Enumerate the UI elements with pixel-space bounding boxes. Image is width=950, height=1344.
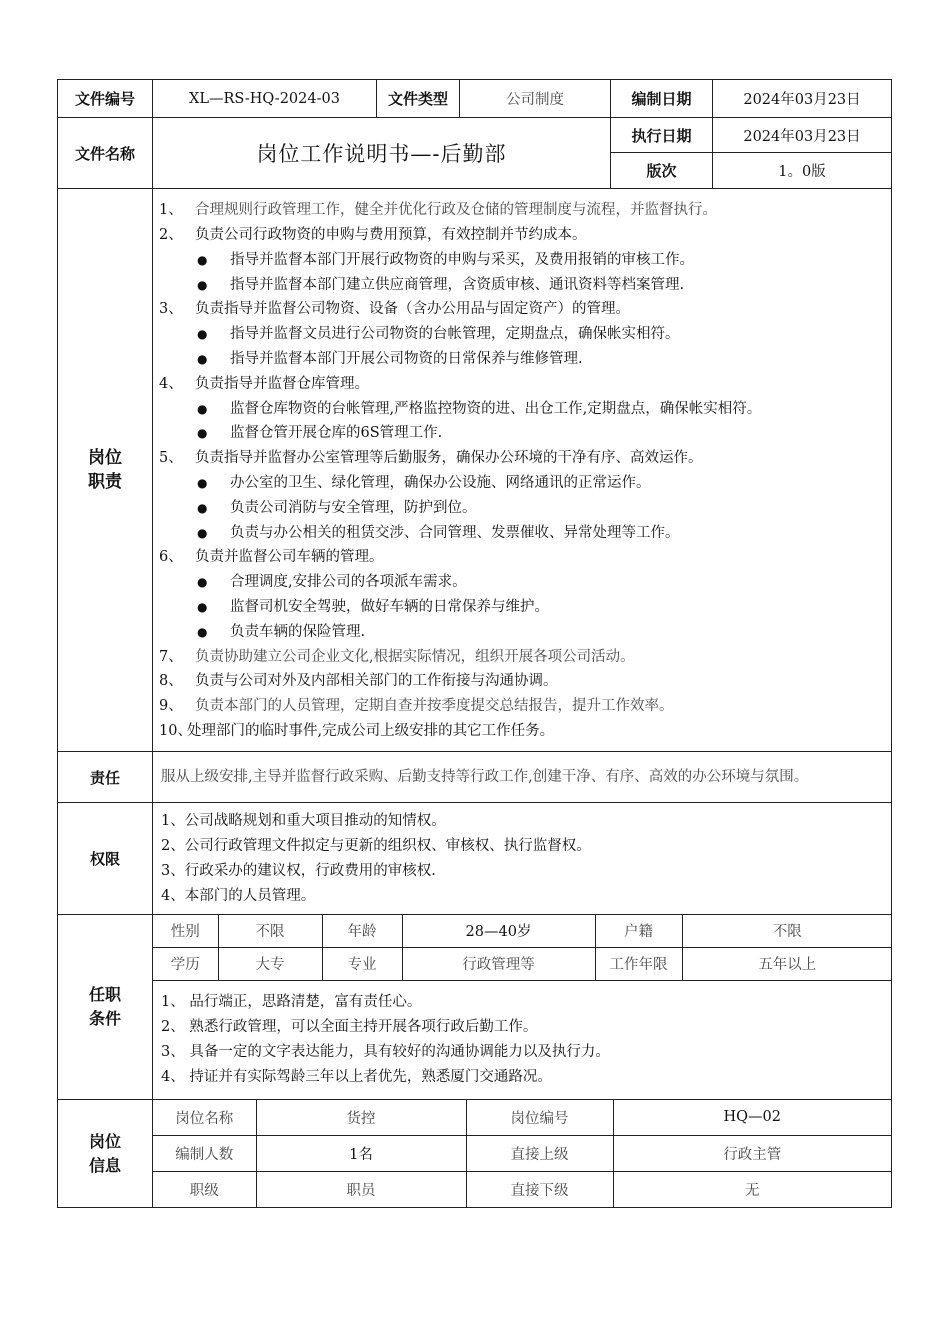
qualification-requirements <box>153 981 891 1094</box>
work-years-label: 工作年限 <box>595 947 682 980</box>
position-info-label-line-1: 岗位 <box>88 1131 121 1151</box>
authority-list <box>153 803 892 915</box>
bullet-icon: ● <box>197 525 208 540</box>
duty-sub-item <box>159 496 883 521</box>
bullet-icon: ● <box>197 575 208 590</box>
qualifications-label-line-1: 任职 <box>88 985 121 1004</box>
position-code: HQ—02 <box>613 1100 891 1135</box>
position-info-grid <box>153 1100 891 1207</box>
hukou: 不限 <box>682 915 892 947</box>
duty-number: 9、 <box>159 698 183 715</box>
duty-text: 监督仓管开展仓库的6S管理工作. <box>230 425 443 442</box>
duties-list <box>153 189 892 752</box>
bullet-icon: ● <box>197 476 208 490</box>
duty-text: 合理规则行政管理工作，健全并优化行政及仓储的管理制度与流程，并监督执行。 <box>195 202 717 219</box>
bullet-icon: ● <box>197 252 208 267</box>
position-name: 货控 <box>256 1100 466 1135</box>
duty-text: 指导并监督本部门开展公司物资的日常保养与维修管理. <box>230 351 583 368</box>
requirement-line: 4、 持证并有实际驾龄三年以上者优先，熟悉厦门交通路况。 <box>161 1068 552 1085</box>
bullet-icon: ● <box>197 352 208 367</box>
bullet-icon: ● <box>197 624 208 639</box>
duties-label-line-2: 职责 <box>88 472 122 492</box>
duty-sub-item <box>159 521 883 546</box>
requirement-line: 1、 品行端正，思路清楚，富有责任心。 <box>161 993 422 1010</box>
authority-line: 3、行政采办的建议权，行政费用的审核权. <box>161 862 436 879</box>
work-years: 五年以上 <box>682 947 892 980</box>
age-label: 年龄 <box>322 915 402 947</box>
duty-sub-item <box>159 248 883 273</box>
requirement-line: 3、 具备一定的文字表达能力，具有较好的沟通协调能力以及执行力。 <box>161 1043 610 1060</box>
duty-text: 负责公司消防与安全管理，防护到位。 <box>230 499 477 516</box>
duty-text: 负责指导并监督公司物资、设备（含办公用品与固定资产）的管理。 <box>195 301 630 318</box>
duty-text: 负责指导并监督仓库管理。 <box>195 375 369 392</box>
position-code-label: 岗位编号 <box>466 1100 613 1135</box>
duty-text: 合理调度,安排公司的各项派车需求。 <box>230 574 467 591</box>
duty-text: 指导并监督文员进行公司物资的台帐管理，定期盘点，确保帐实相符。 <box>230 326 680 343</box>
duty-number: 3、 <box>159 301 183 318</box>
doc-type-label: 文件类型 <box>377 80 460 118</box>
duty-sub-item <box>159 273 883 298</box>
authority-label: 权限 <box>58 803 153 915</box>
duty-text: 负责本部门的人员管理，定期自查并按季度提交总结报告，提升工作效率。 <box>195 698 674 715</box>
duties-label <box>58 189 153 752</box>
duty-item <box>159 223 883 248</box>
bullet-icon: ● <box>197 327 208 342</box>
position-name-label: 岗位名称 <box>153 1100 256 1135</box>
job-description-document <box>57 79 891 1208</box>
duty-number: 6、 <box>159 549 183 566</box>
bullet-icon: ● <box>197 401 208 416</box>
superior: 行政主管 <box>613 1135 891 1171</box>
duty-text: 办公室的卫生、绿化管理，确保办公设施、网络通讯的正常运作。 <box>230 475 651 491</box>
document-table <box>57 79 892 1208</box>
qualifications-block <box>153 915 892 1100</box>
duty-text: 监督仓库物资的台帐管理,严格监控物资的进、出仓工作,定期盘点，确保帐实相符。 <box>230 400 762 417</box>
gender-label: 性别 <box>153 915 218 947</box>
doc-type: 公司制度 <box>460 80 611 118</box>
duty-sub-item <box>159 421 883 446</box>
gender: 不限 <box>218 915 322 947</box>
duty-number: 10、 <box>159 722 192 739</box>
major: 行政管理等 <box>402 947 595 980</box>
duty-item <box>159 669 883 694</box>
duty-text: 指导并监督本部门开展行政物资的申购与采买，及费用报销的审核工作。 <box>230 251 694 268</box>
authority-line: 4、本部门的人员管理。 <box>161 887 316 904</box>
authority-line: 2、公司行政管理文件拟定与更新的组织权、审核权、执行监督权。 <box>161 837 591 854</box>
duty-text: 负责并监督公司车辆的管理。 <box>195 549 384 566</box>
doc-name: 岗位工作说明书—-后勤部 <box>153 118 611 189</box>
duty-sub-item <box>159 620 883 645</box>
education: 大专 <box>218 947 322 980</box>
age: 28—40岁 <box>402 915 595 947</box>
duty-text: 监督司机安全驾驶，做好车辆的日常保养与维护。 <box>230 598 549 615</box>
duty-item <box>159 694 883 719</box>
doc-no-label: 文件编号 <box>58 80 153 118</box>
bullet-icon: ● <box>197 426 208 441</box>
version-label: 版次 <box>611 153 713 189</box>
duty-item <box>159 545 883 570</box>
bullet-icon: ● <box>197 500 208 515</box>
duty-item <box>159 198 883 223</box>
duty-number: 7、 <box>159 648 183 665</box>
hukou-label: 户籍 <box>595 915 682 947</box>
duty-text: 负责指导并监督办公室管理等后勤服务，确保办公环境的干净有序、高效运作。 <box>195 450 703 467</box>
responsibility-text: 服从上级安排,主导并监督行政采购、后勤支持等行政工作,创建干净、有序、高效的办公环境与氛围。 <box>153 752 892 803</box>
duty-text: 负责与办公相关的租赁交涉、合同管理、发票催收、异常处理等工作。 <box>230 524 680 541</box>
education-label: 学历 <box>153 947 218 980</box>
rank-label: 职级 <box>153 1171 256 1207</box>
duty-item <box>159 645 883 670</box>
requirement-line: 2、 熟悉行政管理，可以全面主持开展各项行政后勤工作。 <box>161 1018 538 1035</box>
superior-label: 直接上级 <box>466 1135 613 1171</box>
duty-sub-item <box>159 322 883 347</box>
duty-number: 1、 <box>159 202 183 219</box>
duty-number: 8、 <box>159 673 183 690</box>
qualifications-label <box>58 915 153 1100</box>
bullet-icon: ● <box>197 277 208 292</box>
duties-lines <box>159 198 883 744</box>
duty-number: 2、 <box>159 227 183 244</box>
duty-number: 5、 <box>159 450 183 467</box>
major-label: 专业 <box>322 947 402 980</box>
version: 1。0版 <box>713 153 892 189</box>
exec-date: 2024年03月23日 <box>713 118 892 153</box>
duty-sub-item <box>159 570 883 595</box>
duty-sub-item <box>159 397 883 422</box>
duty-item <box>159 446 883 471</box>
doc-no: XL—RS-HQ-2024-03 <box>153 80 377 118</box>
duty-item <box>159 372 883 397</box>
position-info-block <box>153 1100 892 1208</box>
duties-label-line-1: 岗位 <box>88 448 122 468</box>
rank: 职员 <box>256 1171 466 1207</box>
compile-date-label: 编制日期 <box>611 80 713 118</box>
qualifications-label-line-2: 条件 <box>88 1009 121 1028</box>
duty-text: 处理部门的临时事件,完成公司上级安排的其它工作任务。 <box>187 722 555 739</box>
responsibility-label: 责任 <box>58 752 153 803</box>
duty-sub-item <box>159 347 883 372</box>
duty-text: 指导并监督本部门建立供应商管理，含资质审核、通讯资料等档案管理. <box>230 276 685 293</box>
duty-number: 4、 <box>159 375 183 392</box>
position-info-label-line-2: 信息 <box>88 1155 121 1175</box>
bullet-icon: ● <box>197 599 208 614</box>
duty-text: 负责车辆的保险管理. <box>230 623 366 640</box>
authority-line: 1、公司战略规划和重大项目推动的知情权。 <box>161 812 446 829</box>
duty-item <box>159 719 883 744</box>
subordinate: 无 <box>613 1171 891 1207</box>
headcount-label: 编制人数 <box>153 1135 256 1171</box>
duty-text: 负责与公司对外及内部相关部门的工作衔接与沟通协调。 <box>195 673 558 690</box>
duty-text: 负责协助建立公司企业文化,根据实际情况，组织开展各项公司活动。 <box>195 648 635 665</box>
compile-date: 2024年03月23日 <box>713 80 892 118</box>
qualifications-grid <box>153 915 892 981</box>
duty-item <box>159 297 883 322</box>
doc-name-label: 文件名称 <box>58 118 153 189</box>
duty-text: 负责公司行政物资的申购与费用预算，有效控制并节约成本。 <box>195 227 587 244</box>
position-info-label <box>58 1100 153 1208</box>
duty-sub-item <box>159 471 883 496</box>
duty-sub-item <box>159 595 883 620</box>
exec-date-label: 执行日期 <box>611 118 713 153</box>
headcount: 1名 <box>256 1135 466 1171</box>
subordinate-label: 直接下级 <box>466 1171 613 1207</box>
